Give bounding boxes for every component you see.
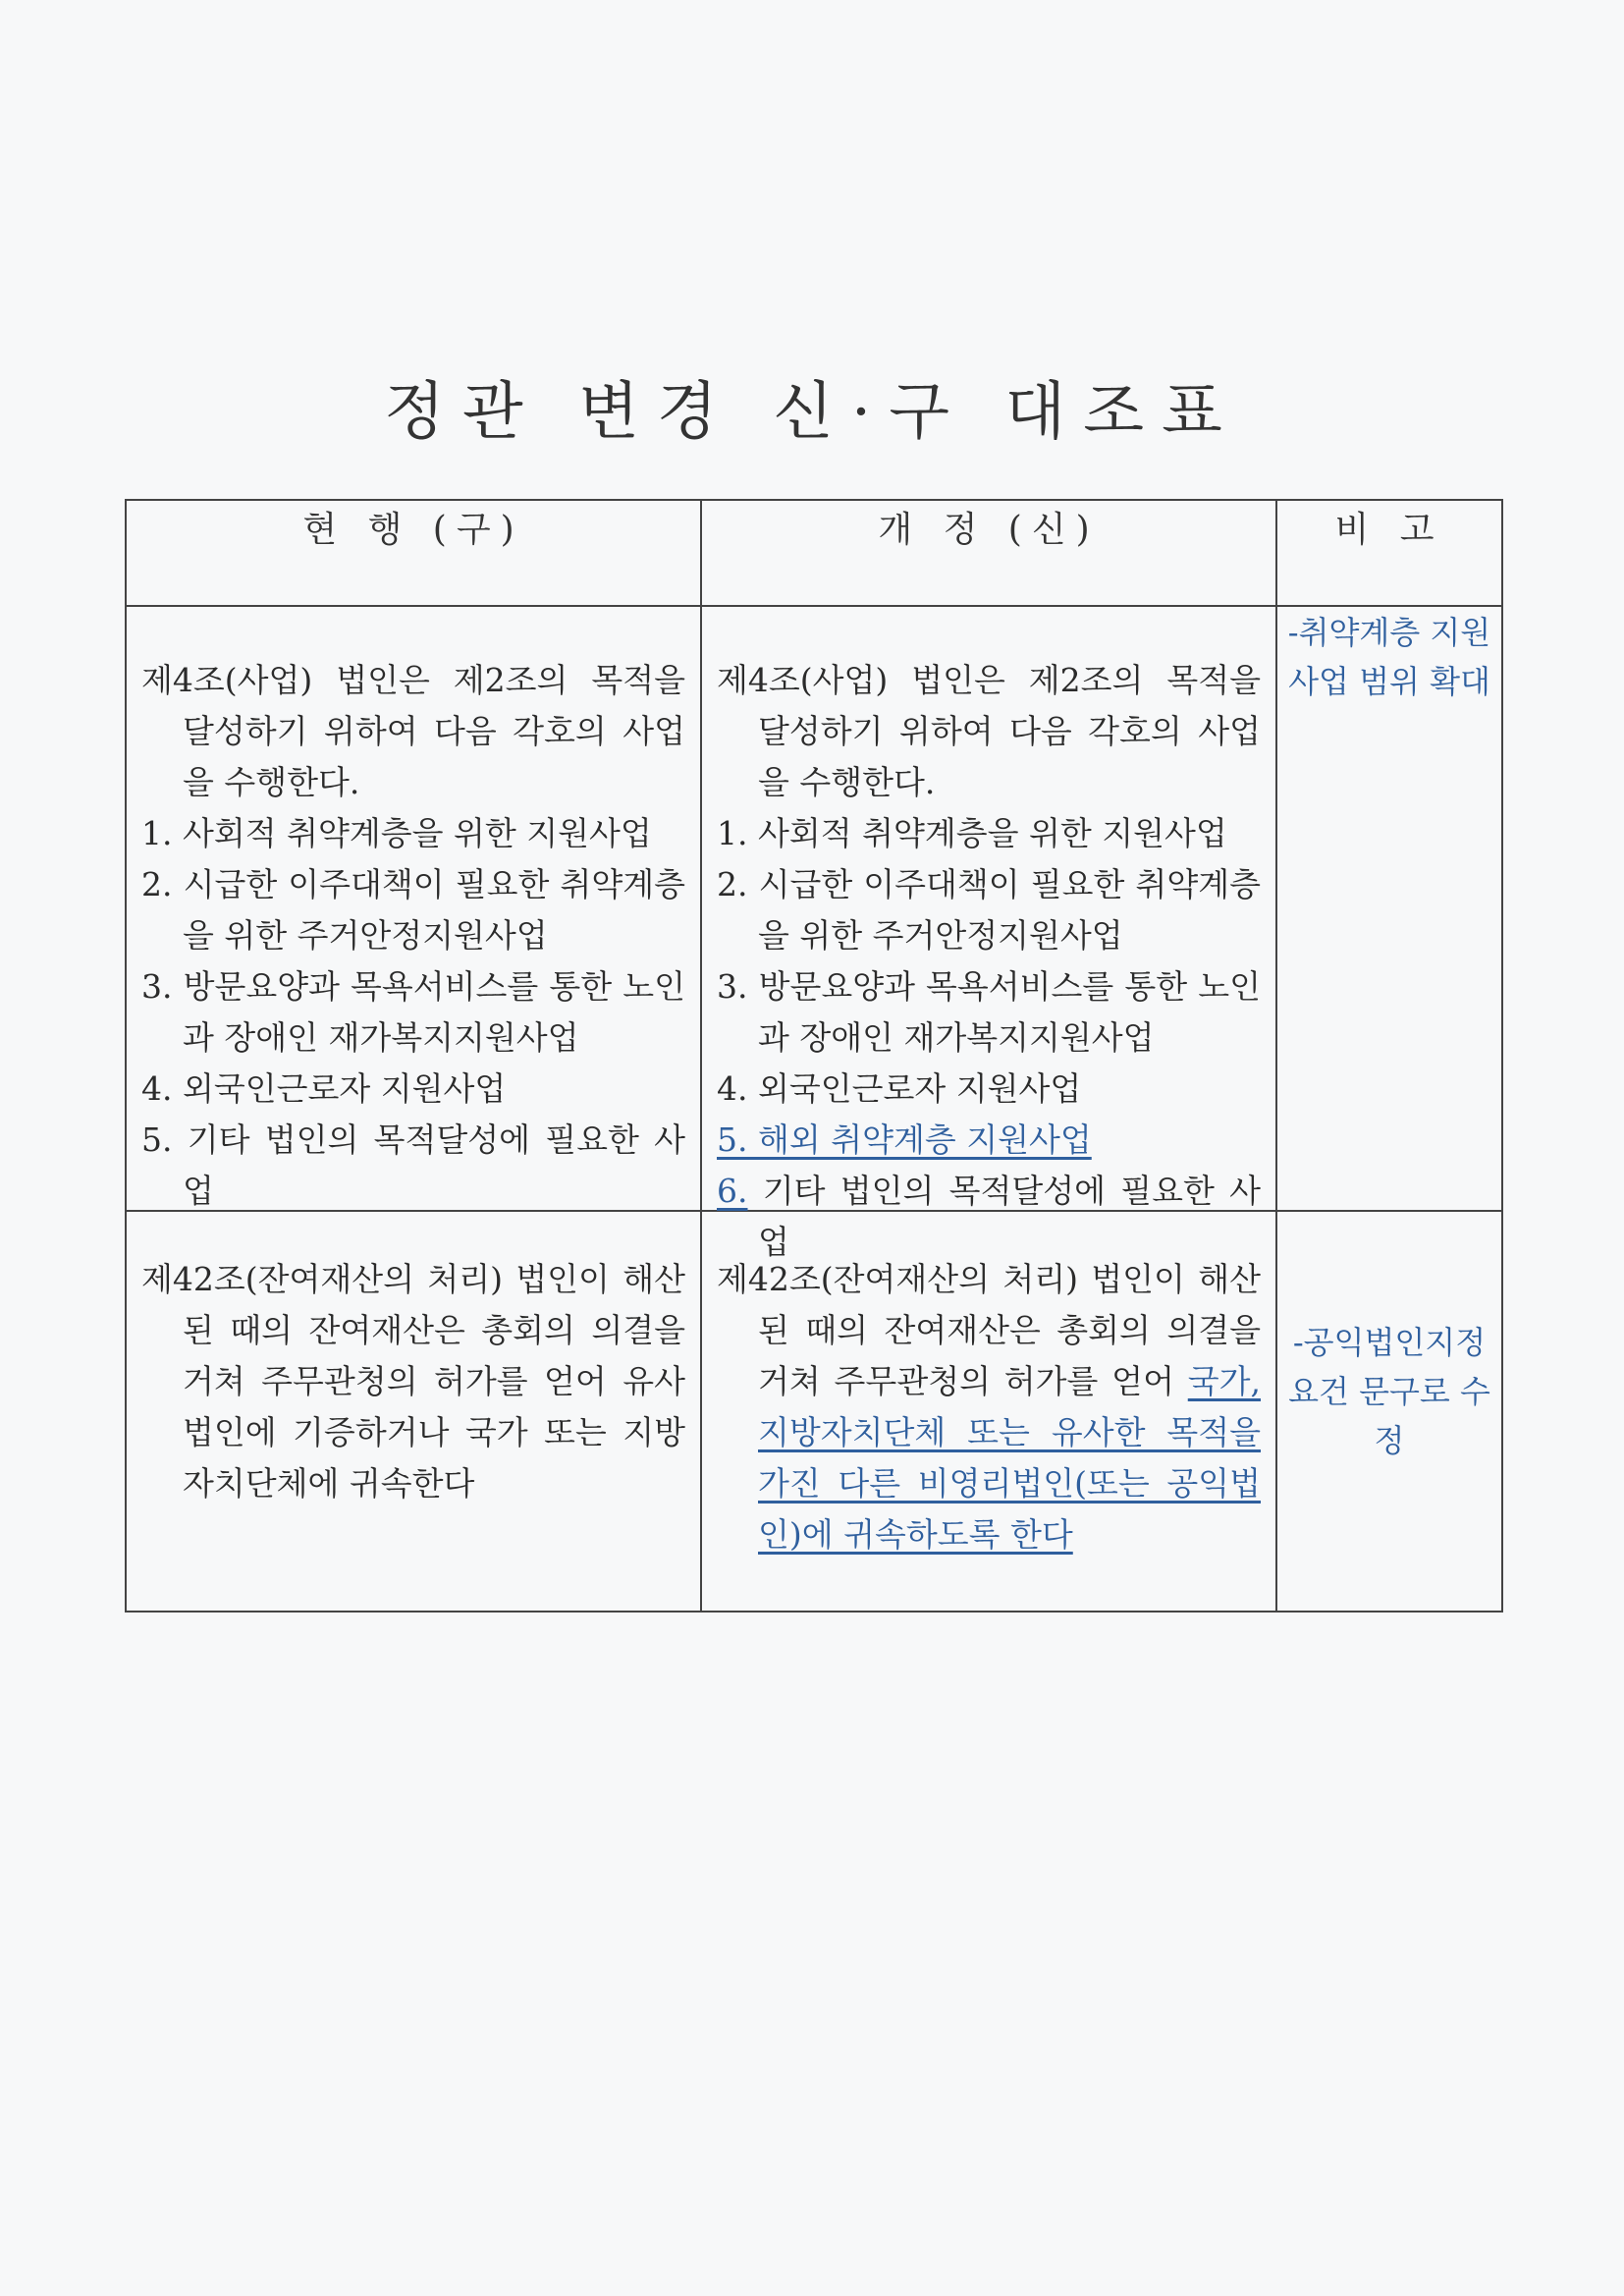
renumbered-item-number: 6. xyxy=(717,1172,748,1210)
table-row-article-42 xyxy=(126,1211,1502,1612)
comparison-table xyxy=(125,499,1503,1613)
added-item-text: 5. 해외 취약계층 지원사업 xyxy=(717,1121,1092,1159)
list-item: 3. 방문요양과 목욕서비스를 통한 노인과 장애인 재가복지지원사업 xyxy=(141,967,685,1057)
document-title: 정관 변경 신·구 대조표 xyxy=(384,376,1240,449)
cell-new-article-4 xyxy=(701,606,1276,1261)
list-item: 1. 사회적 취약계층을 위한 지원사업 xyxy=(141,814,652,852)
added-list-item xyxy=(717,1115,1261,1166)
article-lead xyxy=(717,1254,1261,1560)
header-new: 개 정 (신) xyxy=(701,500,1276,606)
header-old: 현 행 (구) xyxy=(126,500,701,606)
cell-note-article-42 xyxy=(1276,1211,1502,1612)
list-item: 5. 기타 법인의 목적달성에 필요한 사업 xyxy=(141,1121,685,1210)
table-row-article-4 xyxy=(126,606,1502,1211)
header-note: 비 고 xyxy=(1276,500,1502,606)
list-item: 3. 방문요양과 목욕서비스를 통한 노인과 장애인 재가복지지원사업 xyxy=(717,967,1261,1057)
cell-note-article-4 xyxy=(1276,606,1502,1211)
cell-old-article-4 xyxy=(126,606,701,1211)
article-lead: 제4조(사업) 법인은 제2조의 목적을 달성하기 위하여 다음 각호의 사업을 수행한다. xyxy=(141,661,685,801)
list-item-text: 기타 법인의 목적달성에 필요한 사업 xyxy=(747,1172,1261,1261)
list-item: 2. 시급한 이주대책이 필요한 취약계층을 위한 주거안정지원사업 xyxy=(717,865,1261,955)
list-item: 1. 사회적 취약계층을 위한 지원사업 xyxy=(717,814,1227,852)
article-lead-plain: 제42조(잔여재산의 처리) 법인이 해산된 때의 잔여재산은 총회의 의결을 거쳐 주무관청의 허가를 얻어 xyxy=(717,1260,1261,1400)
article-lead-changed: 국가, 지방자치단체 또는 유사한 목적을 가진 다른 비영리법인(또는 공익법인)에 귀속하도록 한다 xyxy=(758,1362,1261,1554)
article-lead: 제4조(사업) 법인은 제2조의 목적을 달성하기 위하여 다음 각호의 사업을 수행한다. xyxy=(717,661,1261,801)
article-lead: 제42조(잔여재산의 처리) 법인이 해산된 때의 잔여재산은 총회의 의결을 거쳐 주무관청의 허가를 얻어 유사법인에 기증하거나 국가 또는 지방자치단체에 귀속한다 xyxy=(141,1260,685,1503)
list-item: 2. 시급한 이주대책이 필요한 취약계층을 위한 주거안정지원사업 xyxy=(141,865,685,955)
list-item: 4. 외국인근로자 지원사업 xyxy=(141,1069,507,1108)
cell-new-article-42 xyxy=(701,1211,1276,1612)
note-text: -취약계층 지원사업 범위 확대 xyxy=(1287,614,1491,700)
note-text: -공익법인지정 요건 문구로 수정 xyxy=(1288,1324,1490,1459)
list-item: 4. 외국인근로자 지원사업 xyxy=(717,1069,1082,1108)
table-header-row xyxy=(126,500,1502,606)
cell-old-article-42 xyxy=(126,1211,701,1612)
